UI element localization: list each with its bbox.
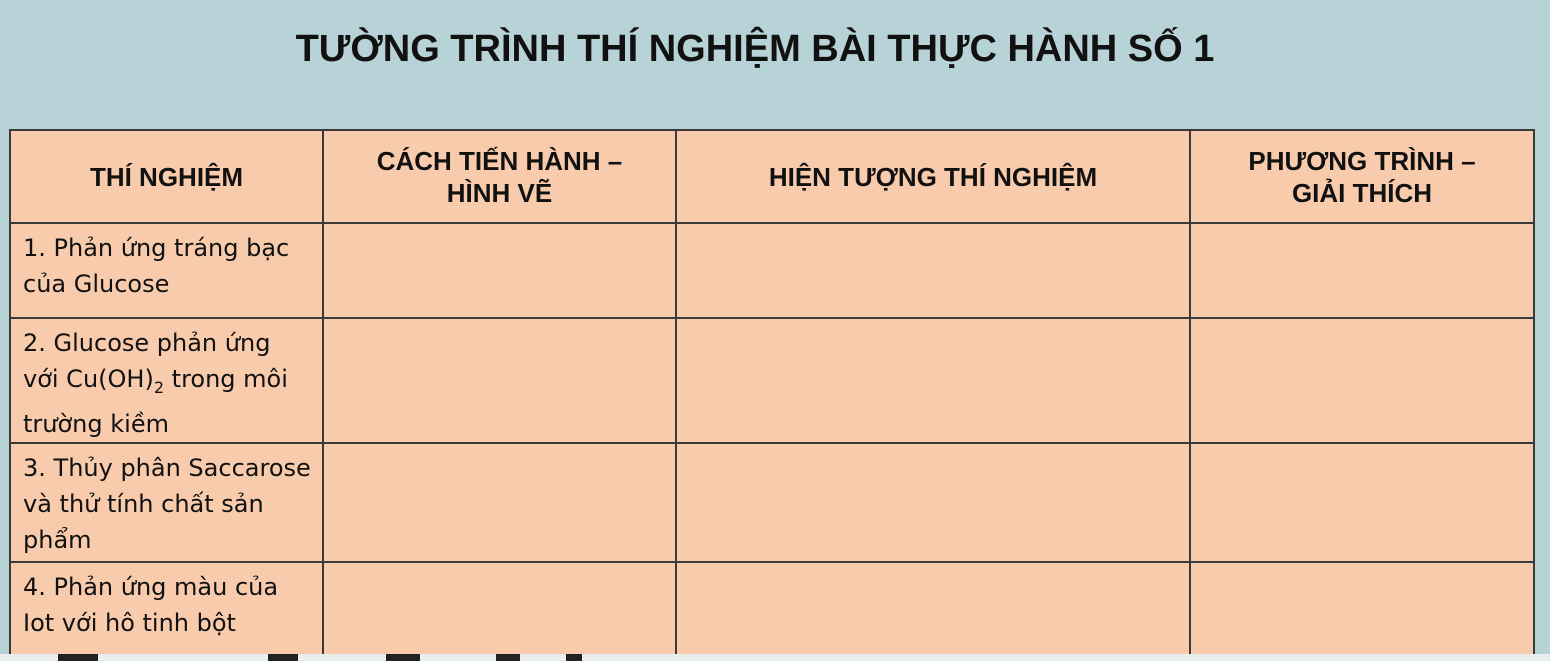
row-text-fragment: trong môi: [171, 365, 288, 393]
table-row: [10, 223, 1534, 318]
row-text-line: Iot với hô tinh bột: [23, 608, 236, 637]
row-text-line: 3. Thủy phân Saccarose: [23, 453, 311, 482]
experiment-4-label: [10, 562, 323, 657]
row-text-fragment: với Cu(OH): [23, 365, 154, 393]
header-experiment: [10, 130, 323, 223]
row-text-line: 1. Phản ứng tráng bạc: [23, 234, 290, 262]
header-experiment-label: THÍ NGHIỆM: [89, 161, 244, 192]
header-equation-line-2: GIẢI THÍCH: [1291, 177, 1433, 208]
table-row: [10, 318, 1534, 443]
bottom-edge-mark: [268, 654, 298, 661]
header-procedure-line-1: CÁCH TIẾN HÀNH –: [376, 145, 623, 176]
procedure-cell[interactable]: [323, 443, 676, 562]
procedure-cell[interactable]: [323, 562, 676, 657]
header-phenomenon: [676, 130, 1190, 223]
page-title: TƯỜNG TRÌNH THÍ NGHIỆM BÀI THỰC HÀNH SỐ 1: [295, 28, 1215, 70]
row-text-line: của Glucose: [23, 270, 170, 298]
row-text-line: 2. Glucose phản ứng: [23, 329, 271, 357]
row-text-line: 4. Phản ứng màu của: [23, 572, 279, 601]
experiment-2-label: [10, 318, 323, 443]
table-header-row: [10, 130, 1534, 223]
row-text-line: [23, 361, 322, 406]
equation-cell[interactable]: [1190, 562, 1534, 657]
phenomenon-cell[interactable]: [676, 318, 1190, 443]
row-text-line: trường kiềm: [23, 409, 169, 438]
bottom-edge-mark: [566, 654, 582, 661]
header-procedure-line-2: HÌNH VẼ: [446, 177, 553, 208]
bottom-edge-mark: [58, 654, 98, 661]
header-equation-line-1: PHƯƠNG TRÌNH –: [1248, 145, 1476, 176]
subscript: 2: [153, 377, 165, 397]
equation-cell[interactable]: [1190, 223, 1534, 318]
table-row: [10, 443, 1534, 562]
row-text-line: phẩm: [23, 525, 92, 554]
phenomenon-cell[interactable]: [676, 562, 1190, 657]
procedure-cell[interactable]: [323, 318, 676, 443]
experiment-3-label: [10, 443, 323, 562]
header-phenomenon-label: HIỆN TƯỢNG THÍ NGHIỆM: [768, 161, 1098, 192]
bottom-edge-mark: [496, 654, 520, 661]
table-row: [10, 562, 1534, 657]
experiment-report-table: [9, 129, 1535, 658]
phenomenon-cell[interactable]: [676, 223, 1190, 318]
header-procedure-drawing: [323, 130, 676, 223]
procedure-cell[interactable]: [323, 223, 676, 318]
bottom-edge-mark: [386, 654, 420, 661]
phenomenon-cell[interactable]: [676, 443, 1190, 562]
bottom-edge-strip: [0, 654, 1550, 661]
header-equation-explanation: [1190, 130, 1534, 223]
row-text-line: và thử tính chất sản: [23, 489, 264, 518]
experiment-1-label: [10, 223, 323, 318]
equation-cell[interactable]: [1190, 443, 1534, 562]
equation-cell[interactable]: [1190, 318, 1534, 443]
